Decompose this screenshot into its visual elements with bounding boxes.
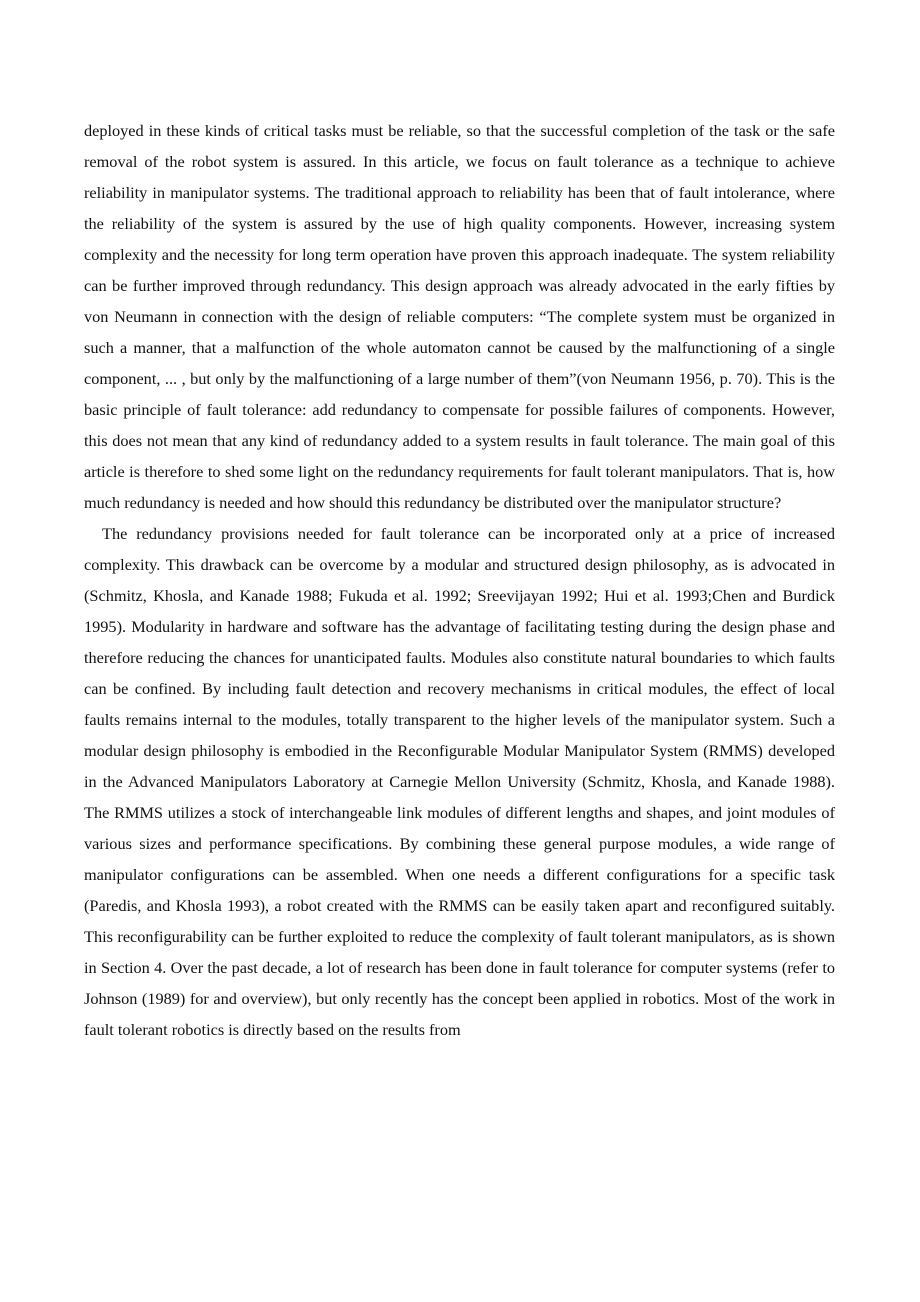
- page-body: [84, 115, 835, 1045]
- paragraph-2: The redundancy provisions needed for fault tolerance can be incorporated only at a price of increased complexity. This drawback can be overcome by a modular and structured design philosophy, as is advocated in (Schmitz, Khosla, and Kanade 1988; Fukuda et al. 1992; Sreevijayan 1992; Hui et al. 1993;Chen and Burdick 1995). Modularity in hardware and software has the advantage of facilitating testing during the design phase and therefore reducing the chances for unanticipated faults. Modules also constitute natural boundaries to which faults can be confined. By including fault detection and recovery mechanisms in critical modules, the effect of local faults remains internal to the modules, totally transparent to the higher levels of the manipulator system. Such a modular design philosophy is embodied in the Reconfigurable Modular Manipulator System (RMMS) developed in the Advanced Manipulators Laboratory at Carnegie Mellon University (Schmitz, Khosla, and Kanade 1988). The RMMS utilizes a stock of interchangeable link modules of different lengths and shapes, and joint modules of various sizes and performance specifications. By combining these general purpose modules, a wide range of manipulator configurations can be assembled. When one needs a different configurations for a specific task (Paredis, and Khosla 1993), a robot created with the RMMS can be easily taken apart and reconfigured suitably. This reconfigurability can be further exploited to reduce the complexity of fault tolerant manipulators, as is shown in Section 4. Over the past decade, a lot of research has been done in fault tolerance for computer systems (refer to Johnson (1989) for and overview), but only recently has the concept been applied in robotics. Most of the work in fault tolerant robotics is directly based on the results from: [84, 524, 835, 1039]
- paragraph-1: deployed in these kinds of critical tasks must be reliable, so that the successful completion of the task or the safe removal of the robot system is assured. In this article, we focus on fault tolerance as a technique to achieve reliability in manipulator systems. The traditional approach to reliability has been that of fault intolerance, where the reliability of the system is assured by the use of high quality components. However, increasing system complexity and the necessity for long term operation have proven this approach inadequate. The system reliability can be further improved through redundancy. This design approach was already advocated in the early fifties by von Neumann in connection with the design of reliable computers: “The complete system must be organized in such a manner, that a malfunction of the whole automaton cannot be caused by the malfunctioning of a single component, ... , but only by the malfunctioning of a large number of them”(von Neumann 1956, p. 70). This is the basic principle of fault tolerance: add redundancy to compensate for possible failures of components. However, this does not mean that any kind of redundancy added to a system results in fault tolerance. The main goal of this article is therefore to shed some light on the redundancy requirements for fault tolerant manipulators. That is, how much redundancy is needed and how should this redundancy be distributed over the manipulator structure?: [84, 121, 835, 512]
